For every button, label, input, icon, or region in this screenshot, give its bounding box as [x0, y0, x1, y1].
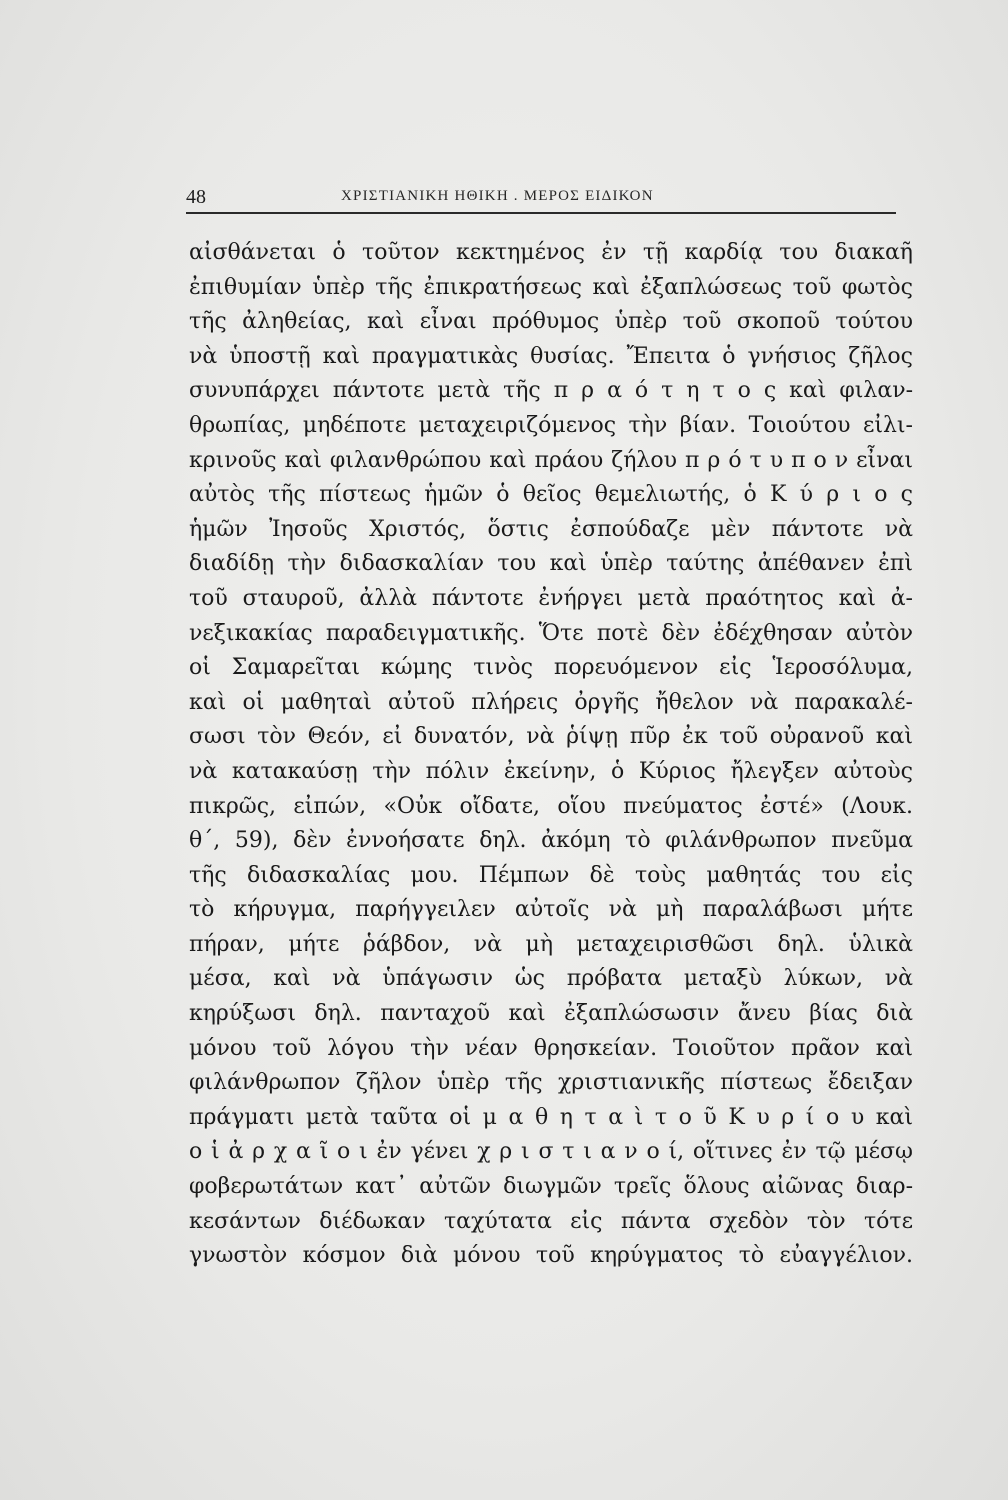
text-line: τῆς ἀληθείας, καὶ εἶναι πρόθυμος ὑπὲρ τοῦ σκοποῦ τούτου [189, 309, 913, 335]
text-line: ο ἱ ἀ ρ χ α ῖ ο ι ἐν γένει χ ρ ι σ τ ι α ν ο ί, οἵτινες ἐν τῷ μέσῳ [189, 1139, 913, 1165]
text-line: πικρῶς, εἰπών, «Οὐκ οἴδατε, οἵου πνεύματος ἐστέ» (Λουκ. [189, 793, 913, 819]
text-line: θρωπίας, μηδέποτε μεταχειριζόμενος τὴν βίαν. Τοιούτου εἰλι- [189, 412, 913, 438]
text-line: μόνου τοῦ λόγου τὴν νέαν θρησκείαν. Τοιοῦτον πρᾶον καὶ [189, 1035, 913, 1061]
text-line: νεξικακίας παραδειγματικῆς. Ὅτε ποτὲ δὲν ἐδέχθησαν αὐτὸν [189, 620, 913, 646]
text-line: γνωστὸν κόσμον διὰ μόνου τοῦ κηρύγματος τὸ εὐαγγέλιον. [189, 1243, 913, 1269]
text-line: ἐπιθυμίαν ὑπὲρ τῆς ἐπικρατήσεως καὶ ἐξαπλώσεως τοῦ φωτὸς [189, 274, 913, 300]
text-line: θ΄, 59), δὲν ἐννοήσατε δηλ. ἀκόμη τὸ φιλάνθρωπον πνεῦμα [189, 828, 913, 854]
text-line: πήραν, μήτε ῥάβδον, νὰ μὴ μεταχειρισθῶσι δηλ. ὑλικὰ [189, 931, 913, 957]
page-header [186, 184, 912, 210]
text-line: κεσάντων διέδωκαν ταχύτατα εἰς πάντα σχεδὸν τὸν τότε [189, 1208, 913, 1234]
body-text [189, 236, 913, 1274]
text-line: φοβερωτάτων κατ᾽ αὐτῶν διωγμῶν τρεῖς ὅλους αἰῶνας διαρ- [189, 1174, 913, 1200]
text-line: οἱ Σαμαρεῖται κώμης τινὸς πορευόμενον εἰς Ἱεροσόλυμα, [189, 655, 913, 681]
text-line: ἡμῶν Ἰησοῦς Χριστός, ὅστις ἐσπούδαζε μὲν πάντοτε νὰ [189, 516, 913, 542]
header-rule [186, 212, 896, 214]
text-line: κηρύξωσι δηλ. πανταχοῦ καὶ ἐξαπλώσωσιν ἄνευ βίας διὰ [189, 1001, 913, 1027]
text-line: αὐτὸς τῆς πίστεως ἡμῶν ὁ θεῖος θεμελιωτής, ὁ Κ ύ ρ ι ο ς [189, 482, 913, 508]
text-line: καὶ οἱ μαθηταὶ αὐτοῦ πλήρεις ὀργῆς ἤθελον νὰ παρακαλέ- [189, 689, 913, 715]
text-line: νὰ κατακαύσῃ τὴν πόλιν ἐκείνην, ὁ Κύριος ἤλεγξεν αὐτοὺς [189, 758, 913, 784]
text-line: τοῦ σταυροῦ, ἀλλὰ πάντοτε ἐνήργει μετὰ πραότητος καὶ ἀ- [189, 585, 913, 611]
text-line: σωσι τὸν Θεόν, εἰ δυνατόν, νὰ ῥίψῃ πῦρ ἐκ τοῦ οὐρανοῦ καὶ [189, 724, 913, 750]
text-line: τῆς διδασκαλίας μου. Πέμπων δὲ τοὺς μαθητάς του εἰς [189, 862, 913, 888]
text-line: αἰσθάνεται ὁ τοῦτον κεκτημένος ἐν τῇ καρδίᾳ του διακαῆ [189, 240, 913, 265]
text-line: μέσα, καὶ νὰ ὑπάγωσιν ὡς πρόβατα μεταξὺ λύκων, νὰ [189, 966, 913, 992]
text-line: πράγματι μετὰ ταῦτα οἱ μ α θ η τ α ὶ τ ο ῦ Κ υ ρ ί ο υ καὶ [189, 1104, 913, 1130]
text-line: διαδίδῃ τὴν διδασκαλίαν του καὶ ὑπὲρ ταύτης ἀπέθανεν ἐπὶ [189, 551, 913, 577]
text-line: τὸ κήρυγμα, παρήγγειλεν αὐτοῖς νὰ μὴ παραλάβωσι μήτε [189, 897, 913, 923]
page-number: 48 [186, 186, 206, 208]
text-line: κρινοῦς καὶ φιλανθρώπου καὶ πράου ζήλου π ρ ό τ υ π ο ν εἶναι [189, 447, 913, 473]
text-line: νὰ ὑποστῇ καὶ πραγματικὰς θυσίας. Ἔπειτα ὁ γνήσιος ζῆλος [189, 343, 913, 369]
text-line: φιλάνθρωπον ζῆλον ὑπὲρ τῆς χριστιανικῆς πίστεως ἔδειξαν [189, 1070, 913, 1096]
text-line: συνυπάρχει πάντοτε μετὰ τῆς π ρ α ό τ η τ ο ς καὶ φιλαν- [189, 378, 913, 404]
running-title: ΧΡΙΣΤΙΑΝΙΚΗ ΗΘΙΚΗ . ΜΕΡΟΣ ΕΙΔΙΚΟΝ [341, 188, 654, 204]
